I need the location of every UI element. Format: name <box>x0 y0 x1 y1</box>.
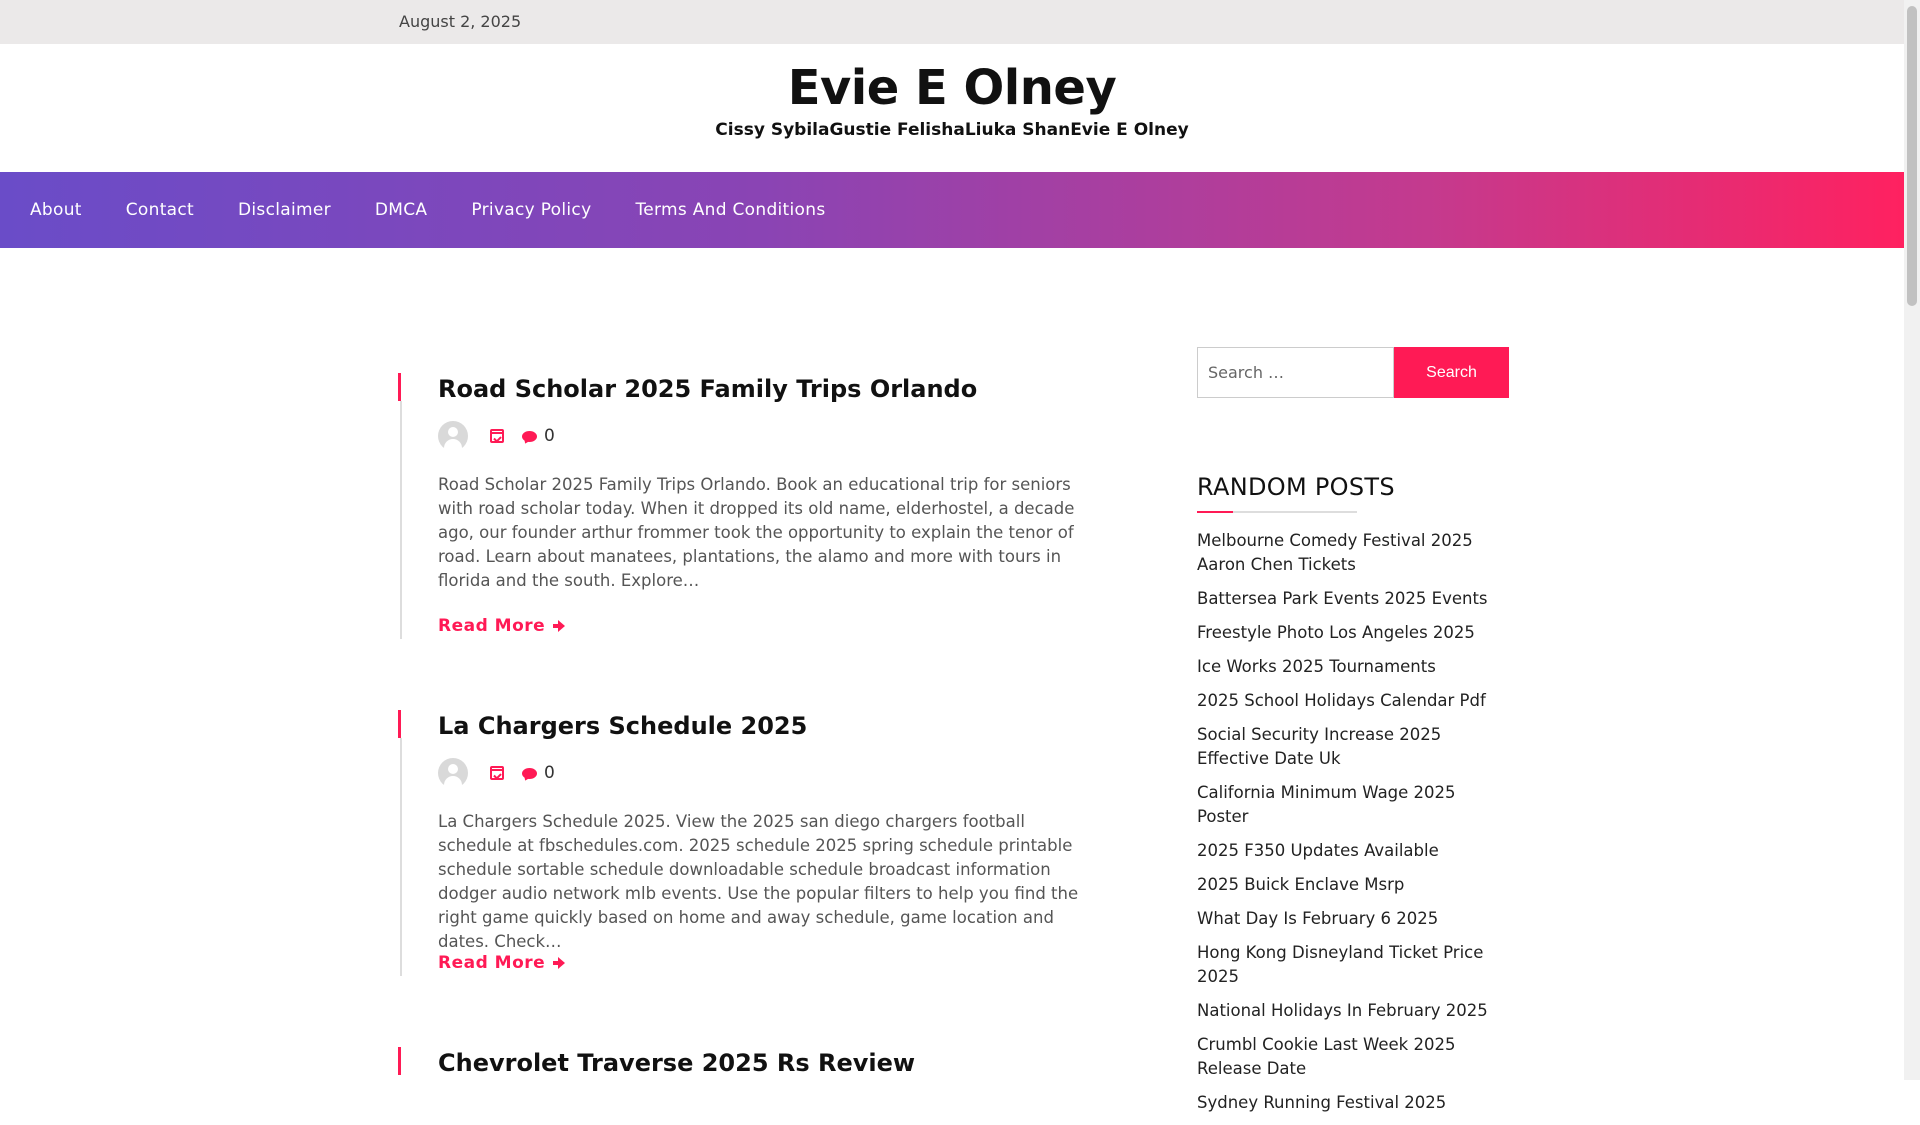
post-excerpt: Road Scholar 2025 Family Trips Orlando. Book an educational trip for seniors with road scholar today. When it dropped its old name, elderhostel, a decade ago, our founder arthur frommer took the opportunity to explain the tenor of road. Learn about manatees, plantations, the alamo and more with tours in florida and the south. Explore… <box>438 475 1075 590</box>
arrow-right-icon <box>553 957 565 969</box>
nav-item-contact[interactable]: Contact <box>125 200 195 220</box>
arrow-right-icon <box>553 620 565 632</box>
random-post-link[interactable]: 2025 F350 Updates Available <box>1197 841 1439 860</box>
site-branding <box>0 44 1904 172</box>
random-post-link[interactable]: What Day Is February 6 2025 <box>1197 909 1439 928</box>
comment-icon[interactable] <box>522 431 537 442</box>
post-title[interactable]: Road Scholar 2025 Family Trips Orlando <box>438 375 978 403</box>
search-form <box>1197 347 1509 398</box>
comment-icon[interactable] <box>522 768 537 779</box>
post-card <box>398 1047 1098 1080</box>
nav-item-disclaimer[interactable]: Disclaimer <box>238 200 331 220</box>
read-more-label: Read More <box>438 616 546 636</box>
post-meta <box>438 758 555 788</box>
random-post-link[interactable]: California Minimum Wage 2025 Poster <box>1197 783 1456 826</box>
random-post-link[interactable]: Crumbl Cookie Last Week 2025 Release Date <box>1197 1035 1456 1078</box>
site-title[interactable]: Evie E Olney <box>787 60 1117 116</box>
top-bar <box>0 0 1904 44</box>
nav-item-dmca[interactable]: DMCA <box>374 200 428 220</box>
comment-count[interactable]: 0 <box>544 763 555 783</box>
random-post-link[interactable]: Freestyle Photo Los Angeles 2025 <box>1197 623 1475 642</box>
post-card <box>398 373 1098 639</box>
random-post-link[interactable]: National Holidays In February 2025 <box>1197 1001 1488 1020</box>
post-title[interactable]: Chevrolet Traverse 2025 Rs Review <box>438 1049 916 1077</box>
random-post-link[interactable]: 2025 Buick Enclave Msrp <box>1197 875 1405 894</box>
post-divider-line <box>400 738 402 976</box>
post-meta <box>438 421 555 451</box>
post-card <box>398 710 1098 976</box>
random-post-link[interactable]: Melbourne Comedy Festival 2025 Aaron Chen Tickets <box>1197 531 1473 574</box>
random-post-link[interactable]: 2025 School Holidays Calendar Pdf <box>1197 691 1486 710</box>
post-accent-bar <box>398 373 401 401</box>
random-post-link[interactable]: Ice Works 2025 Tournaments <box>1197 657 1436 676</box>
read-more-link[interactable] <box>438 616 565 636</box>
nav-item-about[interactable]: About <box>30 200 82 220</box>
scrollbar-thumb[interactable] <box>1907 6 1917 306</box>
post-divider-line <box>400 401 402 639</box>
calendar-icon[interactable] <box>490 429 504 443</box>
site-description: Cissy SybilaGustie FelishaLiuka ShanEvie E Olney <box>715 120 1189 140</box>
comment-count[interactable]: 0 <box>544 426 555 446</box>
main-navigation <box>0 172 1904 248</box>
random-post-link[interactable]: Social Security Increase 2025 Effective Date Uk <box>1197 725 1442 768</box>
author-avatar[interactable] <box>438 421 468 451</box>
post-accent-bar <box>398 710 401 738</box>
read-more-label: Read More <box>438 953 546 973</box>
random-posts-title: RANDOM POSTS <box>1197 473 1395 501</box>
author-avatar[interactable] <box>438 758 468 788</box>
random-post-link[interactable]: Sydney Running Festival 2025 <box>1197 1093 1447 1112</box>
post-title[interactable]: La Chargers Schedule 2025 <box>438 712 808 740</box>
random-post-link[interactable]: Battersea Park Events 2025 Events <box>1197 589 1488 608</box>
search-input[interactable] <box>1197 347 1394 398</box>
widget-title-underline <box>1197 511 1357 513</box>
calendar-icon[interactable] <box>490 766 504 780</box>
search-button[interactable]: Search <box>1394 347 1509 398</box>
post-accent-bar <box>398 1047 401 1075</box>
current-date: August 2, 2025 <box>399 12 522 31</box>
sidebar <box>1197 347 1509 1125</box>
nav-item-terms[interactable]: Terms And Conditions <box>635 200 826 220</box>
nav-item-privacy-policy[interactable]: Privacy Policy <box>471 200 592 220</box>
read-more-link[interactable] <box>438 953 565 973</box>
random-post-link[interactable]: Hong Kong Disneyland Ticket Price 2025 <box>1197 943 1484 986</box>
random-posts-list <box>1197 529 1509 1115</box>
post-excerpt: La Chargers Schedule 2025. View the 2025 san diego chargers football schedule at fbschedules.com. 2025 schedule 2025 spring schedule printable schedule sortable schedule downloadable schedule broadcast information dodger audio network mlb events. Use the popular filters to help you find the right game quickly based on home and away schedule, game location and dates. Check… <box>438 812 1079 951</box>
page-scrollbar[interactable] <box>1904 0 1920 1080</box>
